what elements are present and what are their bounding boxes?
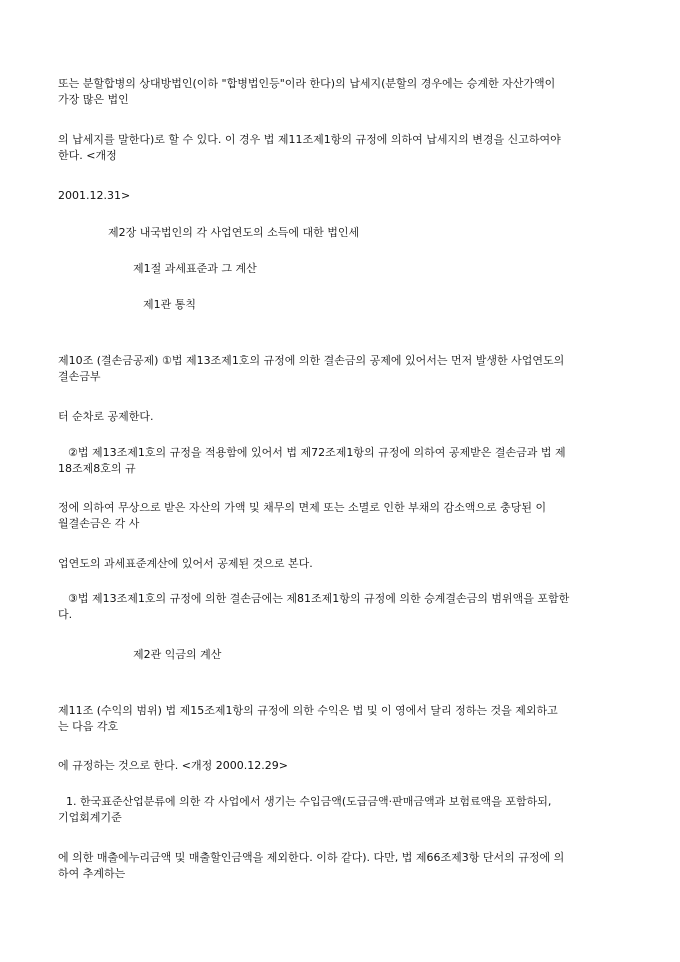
text-line: 에 의한 매출에누리금액 및 매출할인금액을 제외한다. 이하 같다). 다만, 법 제66조제3항 단서의 규정에 의 — [58, 851, 565, 864]
paragraph — [58, 76, 624, 108]
text-line: 는 다음 각호 — [58, 720, 119, 733]
text-line: 정에 의하여 무상으로 받은 자산의 가액 및 채무의 면제 또는 소멸로 인한 부채의 감소액으로 충당된 이 — [58, 501, 547, 514]
paragraph — [58, 132, 624, 164]
paragraph — [58, 500, 624, 532]
text-line: 제2관 익금의 계산 — [133, 648, 222, 661]
paragraph — [58, 850, 624, 882]
text-line: 다. — [58, 608, 73, 621]
text-line: 에 규정하는 것으로 한다. <개정 2000.12.29> — [58, 759, 288, 772]
text-line: 제1관 통칙 — [143, 298, 196, 311]
text-line: 또는 분할합병의 상대방법인(이하 "합병법인등"이라 한다)의 납세지(분할의 경우에는 승계한 자산가액이 — [58, 77, 556, 90]
text-line: 18조제8호의 규 — [58, 462, 136, 475]
paragraph — [58, 758, 624, 774]
text-line: 업연도의 과세표준계산에 있어서 공제된 것으로 본다. — [58, 557, 313, 570]
text-line: 결손금부 — [58, 370, 101, 383]
chapter-heading — [108, 225, 359, 241]
article-paragraph — [58, 353, 624, 385]
text-line: 2001.12.31> — [58, 189, 131, 202]
paragraph — [58, 409, 624, 425]
text-line: 하여 추계하는 — [58, 867, 126, 880]
paragraph — [58, 556, 624, 572]
text-line: 제1절 과세표준과 그 계산 — [133, 262, 257, 275]
paragraph — [58, 188, 624, 204]
article-paragraph — [58, 703, 624, 735]
paragraph — [58, 591, 624, 623]
subsection-heading — [143, 297, 196, 313]
text-line: ③법 제13조제1호의 규정에 의한 결손금에는 제81조제1항의 규정에 의한 승계결손금의 범위액을 포함한 — [68, 592, 570, 605]
subsection-heading — [133, 647, 221, 663]
list-item — [58, 794, 624, 826]
text-line: ②법 제13조제1호의 규정을 적용함에 있어서 법 제72조제1항의 규정에 의하여 공제받은 결손금과 법 제 — [68, 446, 566, 459]
text-line: 월결손금은 각 사 — [58, 517, 140, 530]
section-heading — [133, 261, 257, 277]
text-line: 제2장 내국법인의 각 사업연도의 소득에 대한 법인세 — [108, 226, 360, 239]
text-line: 가장 많은 법인 — [58, 93, 129, 106]
text-line: 제11조 (수익의 범위) 법 제15조제1항의 규정에 의한 수익은 법 및 이 영에서 달리 정하는 것을 제외하고 — [58, 704, 558, 717]
text-line: 1. 한국표준산업분류에 의한 각 사업에서 생기는 수입금액(도급금액·판매금액과 보험료액을 포함하되, — [66, 795, 552, 808]
text-line: 의 납세지를 말한다)로 할 수 있다. 이 경우 법 제11조제1항의 규정에 의하여 납세지의 변경을 신고하여야 — [58, 133, 561, 146]
text-line: 터 순차로 공제한다. — [58, 410, 154, 423]
paragraph — [58, 445, 624, 477]
text-line: 한다. <개정 — [58, 149, 117, 162]
text-line: 기업회계기준 — [58, 811, 122, 824]
text-line: 제10조 (결손금공제) ①법 제13조제1호의 규정에 의한 결손금의 공제에 있어서는 먼저 발생한 사업연도의 — [58, 354, 565, 367]
